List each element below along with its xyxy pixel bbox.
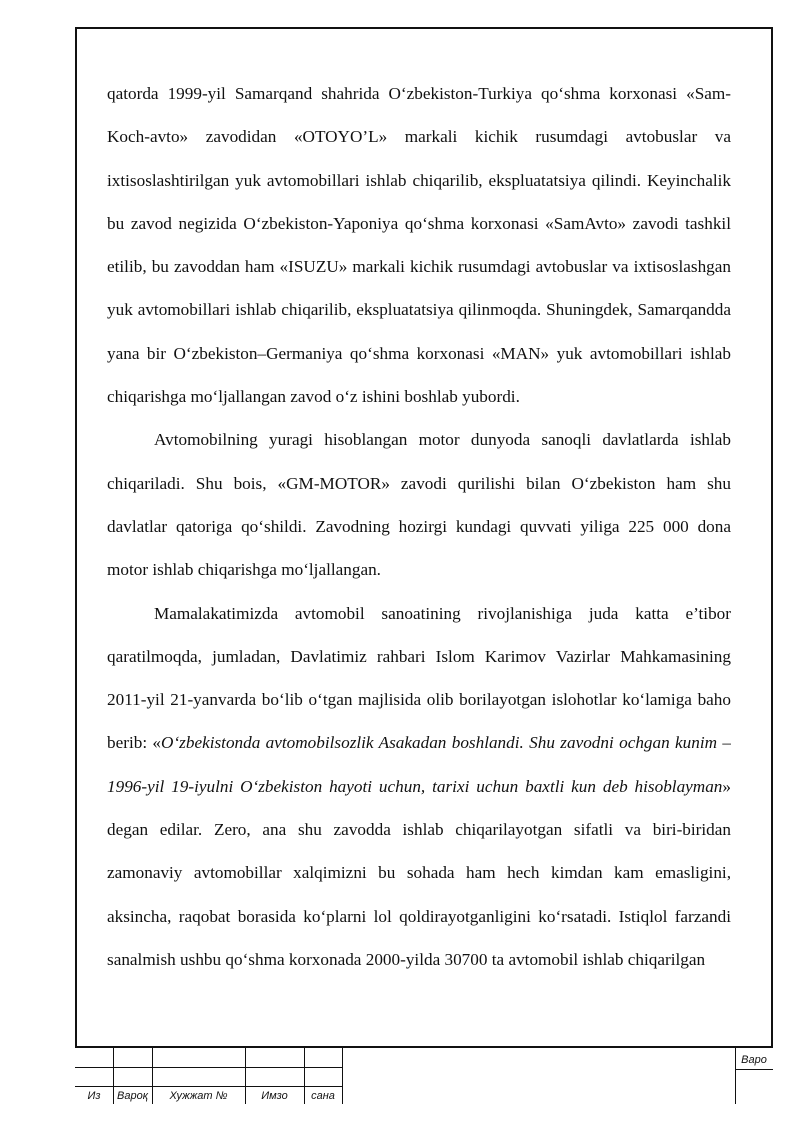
document-body <box>107 72 731 1042</box>
paragraph-text: Mamalakatimizda avtomobil sanoatining rivojlanishiga juda katta e’tibor qaratilmoqda, jumladan, Davlatimiz rahbari Islom Karimov Vazirlar Mahkamasining 2011-yil 21-yanvarda bo‘lib o‘tgan majlisida olib borilayotgan islohotlar ko‘lamiga baho berib: « <box>107 603 731 753</box>
stamp-col-document-number: Хужжат № <box>169 1090 228 1102</box>
paragraph <box>107 418 731 591</box>
stamp-row-line <box>75 1067 342 1068</box>
paragraph-text: » degan edilar. Zero, ana shu zavodda ishlab chiqarilayotgan sifatli va biri-biridan zamonaviy avtomobillar xalqimizni bu sohada ham hech kimdan kam emasligini, aksincha, raqobat borasida ko‘plarni lol qoldirayotganligini ko‘rsatadi. Istiqlol farzandi sanalmish ushbu qo‘shma korxonada 2000-yilda 30700 ta avtomobil ishlab chiqarilgan <box>107 776 731 969</box>
paragraph-text: Avtomobilning yuragi hisoblangan motor dunyoda sanoqli davlatlarda ishlab chiqariladi. Shu bois, «GM-MOTOR» zavodi qurilishi bilan O‘zbekiston ham shu davlatlar qatoriga qo‘shildi. Zavodning hozirgi kundagi quvvati yiliga 225 000 dona motor ishlab chiqarishga mo‘ljallangan. <box>107 430 731 580</box>
quote-italic-text: O‘zbekistonda avtomobilsozlik Asakadan boshlandi. Shu zavodni ochgan kunim – 1996-yil 19-iyulni O‘zbekiston hayoti uchun, tarixi uchun baxtli kun deb hisoblayman <box>107 733 731 796</box>
stamp-sheet-line <box>735 1069 773 1070</box>
sheet-label: Варо <box>741 1054 767 1066</box>
stamp-col-change: Из <box>87 1090 101 1102</box>
stamp-col-line <box>342 1048 343 1104</box>
paragraph-text: qatorda 1999-yil Samarqand shahrida O‘zbekiston-Turkiya qo‘shma korxonasi «Sam-Koch-avto» zavodidan «OTOYO’L» markali kichik rusumdagi avtobuslar va ixtisoslashtirilgan yuk avtomobillari ishlab chiqarilib, ekspluatatsiya qilindi. Keyinchalik bu zavod negizida O‘zbekiston-Yaponiya qo‘shma korxonasi «SamAvto» zavodi tashkil etilib, bu zavoddan ham «ISUZU» markali kichik rusumdagi avtobuslar va ixtisoslashgan yuk avtomobillari ishlab chiqarilib, ekspluatatsiya qilinmoqda. Shuningdek, Samarqandda yana bir O‘zbekiston–Germaniya qo‘shma korxonasi «MAN» yuk avtomobillari ishlab chiqarishga mo‘ljallangan zavod o‘z ishini boshlab yubordi. <box>107 84 731 407</box>
stamp-col-sheet: Вароқ <box>117 1090 148 1102</box>
title-block <box>75 1046 773 1104</box>
paragraph <box>107 592 731 982</box>
paragraph <box>107 72 731 418</box>
stamp-col-signature: Имзо <box>261 1090 288 1102</box>
stamp-col-date: сана <box>311 1090 335 1102</box>
